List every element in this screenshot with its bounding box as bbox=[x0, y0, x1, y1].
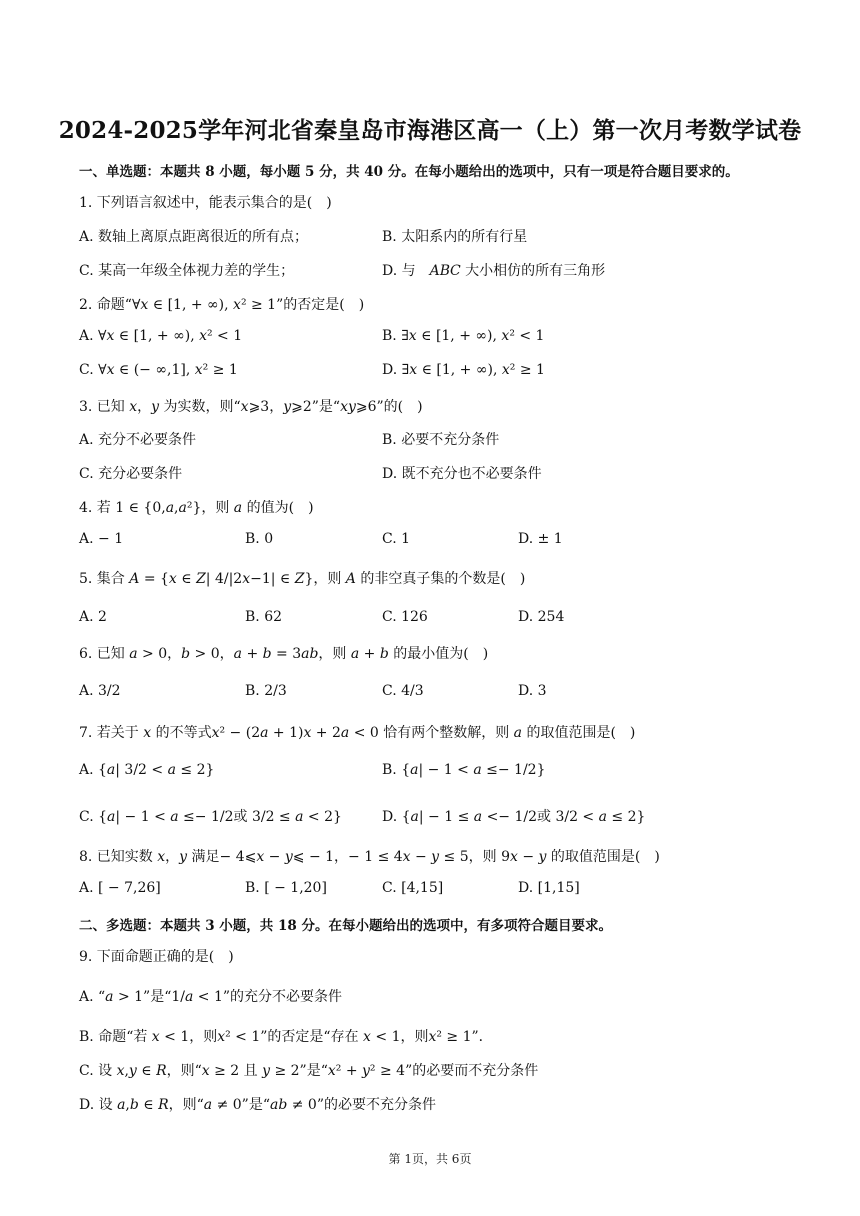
q7-option-c: C. {𝑎| − 1 < 𝑎 ≤− 1/2或 3/2 ≤ 𝑎 < 2} bbox=[79, 809, 342, 825]
q6-option-b: B. 2/3 bbox=[245, 683, 287, 699]
q9-option-b: B. 命题“若 𝑥 < 1，则𝑥² < 1”的否定是“存在 𝑥 < 1，则𝑥² ≥ 1”． bbox=[79, 1029, 493, 1045]
question-7: 7. 若关于 𝑥 的不等式𝑥² − (2𝑎 + 1)𝑥 + 2𝑎 < 0 恰有两个整数解，则 𝑎 的取值范围是( ) bbox=[79, 725, 636, 741]
q4-option-c: C. 1 bbox=[382, 531, 411, 547]
page-footer: 第 1页，共 6页 bbox=[388, 1152, 472, 1166]
section-heading-single-choice: 一、单选题：本题共 8 小题，每小题 5 分，共 40 分。在每小题给出的选项中，只有一项是符合题目要求的。 bbox=[79, 164, 739, 180]
question-3: 3. 已知 𝑥，𝑦 为实数，则“𝑥⩾3，𝑦⩾2”是“𝑥𝑦⩾6”的( ) bbox=[79, 399, 423, 415]
q5-option-b: B. 62 bbox=[245, 609, 283, 625]
q8-option-c: C. [4,15] bbox=[382, 880, 444, 896]
q8-option-d: D. [1,15] bbox=[518, 880, 580, 896]
q9-option-d: D. 设 𝑎,𝑏 ∈ 𝑅，则“𝑎 ≠ 0”是“𝑎𝑏 ≠ 0”的必要不充分条件 bbox=[79, 1097, 436, 1113]
question-5: 5. 集合 𝐴 = {𝑥 ∈ 𝑍| 4/|2𝑥−1| ∈ 𝑍}，则 𝐴 的非空真子集的个数是( ) bbox=[79, 571, 526, 587]
q3-option-c: C. 充分必要条件 bbox=[79, 466, 183, 482]
q2-option-a: A. ∀𝑥 ∈ [1, + ∞), 𝑥² < 1 bbox=[79, 328, 243, 344]
q2-option-c: C. ∀𝑥 ∈ (− ∞,1], 𝑥² ≥ 1 bbox=[79, 362, 238, 378]
q8-option-b: B. [ − 1,20] bbox=[245, 880, 327, 896]
q7-option-b: B. {𝑎| − 1 < 𝑎 ≤− 1/2} bbox=[382, 762, 546, 778]
q9-option-a: A. “𝑎 > 1”是“1/𝑎 < 1”的充分不必要条件 bbox=[79, 989, 343, 1005]
q4-option-a: A. − 1 bbox=[79, 531, 124, 547]
section-heading-multiple-choice: 二、多选题：本题共 3 小题，共 18 分。在每小题给出的选项中，有多项符合题目要求。 bbox=[79, 918, 612, 934]
q5-option-a: A. 2 bbox=[79, 609, 107, 625]
q3-option-b: B. 必要不充分条件 bbox=[382, 432, 500, 448]
q8-option-a: A. [ − 7,26] bbox=[79, 880, 161, 896]
q2-option-d: D. ∃𝑥 ∈ [1, + ∞), 𝑥² ≥ 1 bbox=[382, 362, 545, 378]
page-title: 2024-2025学年河北省秦皇岛市海港区高一（上）第一次月考数学试卷 bbox=[58, 117, 802, 144]
q5-option-c: C. 126 bbox=[382, 609, 428, 625]
q1-option-a: A. 数轴上离原点距离很近的所有点； bbox=[79, 229, 309, 245]
question-2: 2. 命题“∀𝑥 ∈ [1, + ∞), 𝑥² ≥ 1”的否定是( ) bbox=[79, 297, 365, 313]
q1-option-d: D. 与 𝐴𝐵𝐶 大小相仿的所有三角形 bbox=[382, 263, 606, 279]
question-4: 4. 若 1 ∈ {0,𝑎,𝑎²}，则 𝑎 的值为( ) bbox=[79, 500, 314, 516]
q5-option-d: D. 254 bbox=[518, 609, 565, 625]
q4-option-b: B. 0 bbox=[245, 531, 274, 547]
question-9: 9. 下面命题正确的是( ) bbox=[79, 949, 234, 965]
q6-option-a: A. 3/2 bbox=[79, 683, 121, 699]
q3-option-a: A. 充分不必要条件 bbox=[79, 432, 197, 448]
q6-option-c: C. 4/3 bbox=[382, 683, 424, 699]
q2-option-b: B. ∃𝑥 ∈ [1, + ∞), 𝑥² < 1 bbox=[382, 328, 545, 344]
question-8: 8. 已知实数 𝑥，𝑦 满足− 4⩽𝑥 − 𝑦⩽ − 1，− 1 ≤ 4𝑥 − 𝑦 ≤ 5，则 9𝑥 − 𝑦 的取值范围是( ) bbox=[79, 849, 660, 865]
q9-option-c: C. 设 𝑥,𝑦 ∈ 𝑅，则“𝑥 ≥ 2 且 𝑦 ≥ 2”是“𝑥² + 𝑦² ≥ 4”的必要而不充分条件 bbox=[79, 1063, 539, 1079]
q1-option-c: C. 某高一年级全体视力差的学生； bbox=[79, 263, 295, 279]
q7-option-d: D. {𝑎| − 1 ≤ 𝑎 <− 1/2或 3/2 < 𝑎 ≤ 2} bbox=[382, 809, 646, 825]
q3-option-d: D. 既不充分也不必要条件 bbox=[382, 466, 542, 482]
q6-option-d: D. 3 bbox=[518, 683, 547, 699]
q7-option-a: A. {𝑎| 3/2 < 𝑎 ≤ 2} bbox=[79, 762, 215, 778]
question-6: 6. 已知 𝑎 > 0，𝑏 > 0，𝑎 + 𝑏 = 3𝑎𝑏，则 𝑎 + 𝑏 的最小值为( ) bbox=[79, 646, 489, 662]
q1-option-b: B. 太阳系内的所有行星 bbox=[382, 229, 528, 245]
question-1: 1. 下列语言叙述中，能表示集合的是( ) bbox=[79, 195, 332, 211]
q4-option-d: D. ± 1 bbox=[518, 531, 563, 547]
